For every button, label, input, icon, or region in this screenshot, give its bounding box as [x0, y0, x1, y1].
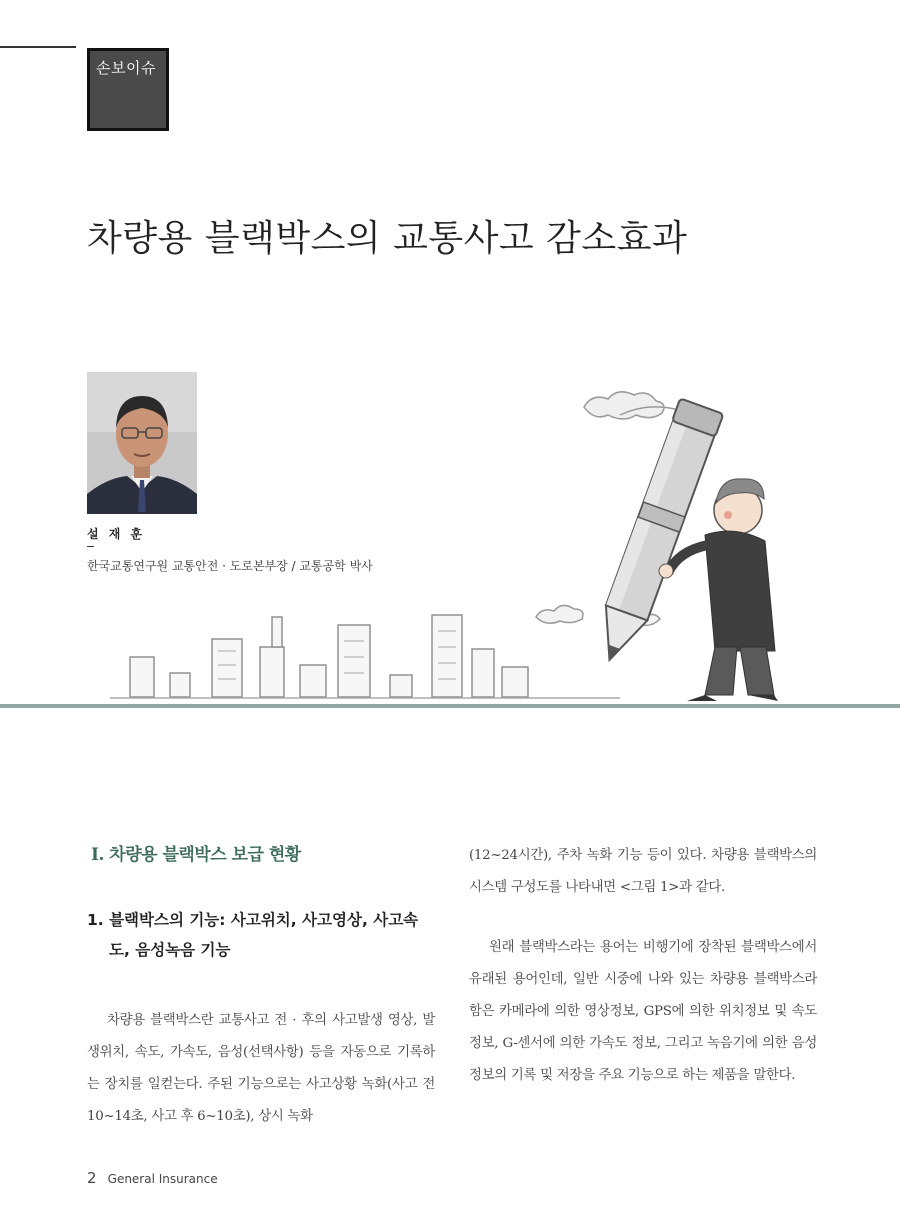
subsection-heading: 1. 블랙박스의 기능: 사고위치, 사고영상, 사고속도, 음성녹음 기능: [87, 911, 419, 959]
page-footer: [87, 1168, 218, 1187]
body-paragraph-1-continued: (12~24시간), 주차 녹화 기능 등이 있다. 차량용 블랙박스의 시스템 구성도를 나타내면 <그림 1>과 같다.: [469, 848, 817, 895]
banner-divider: [0, 704, 900, 708]
paragraph-gap: [469, 904, 817, 932]
publication-name: General Insurance: [107, 1172, 218, 1186]
body-paragraph-2: 원래 블랙박스라는 용어는 비행기에 장착된 블랙박스에서 유래된 용어인데, 일반 시중에 나와 있는 차량용 블랙박스라 함은 카메라에 의한 영상정보, GPS에 의한 위치정보 및 속도정보, G-센서에 의한 가속도 정보, 그리고 녹음기에 의한 음성정보의 기록 및 저장을 주요 기능으로 하는 제품을 말한다.: [469, 940, 817, 1083]
article-title: 차량용 블랙박스의 교통사고 감소효과: [87, 218, 688, 259]
left-column: [87, 840, 435, 1133]
page-number: 2: [87, 1169, 97, 1187]
top-rule: [0, 46, 76, 48]
section-tag: [87, 48, 169, 131]
author-divider: [87, 546, 94, 547]
body-paragraph-1: 차량용 블랙박스란 교통사고 전 · 후의 사고발생 영상, 발생위치, 속도, 가속도, 음성(선택사항) 등을 자동으로 기록하는 장치를 일컫는다. 주된 기능으로는 사고상황 녹화(사고 전 10~14초, 사고 후 6~10초), 상시 녹화: [87, 1013, 435, 1124]
pencil-man-cityscape-illustration: [100, 385, 900, 707]
author-affiliation: 한국교통연구원 교통안전 · 도로본부장 / 교통공학 박사: [87, 559, 373, 573]
section-tag-label: 손보이슈: [96, 59, 156, 77]
right-column: [469, 840, 817, 1092]
author-name: 설 재 훈: [87, 527, 146, 541]
section-heading: Ⅰ. 차량용 블랙박스 보급 현황: [91, 845, 301, 865]
